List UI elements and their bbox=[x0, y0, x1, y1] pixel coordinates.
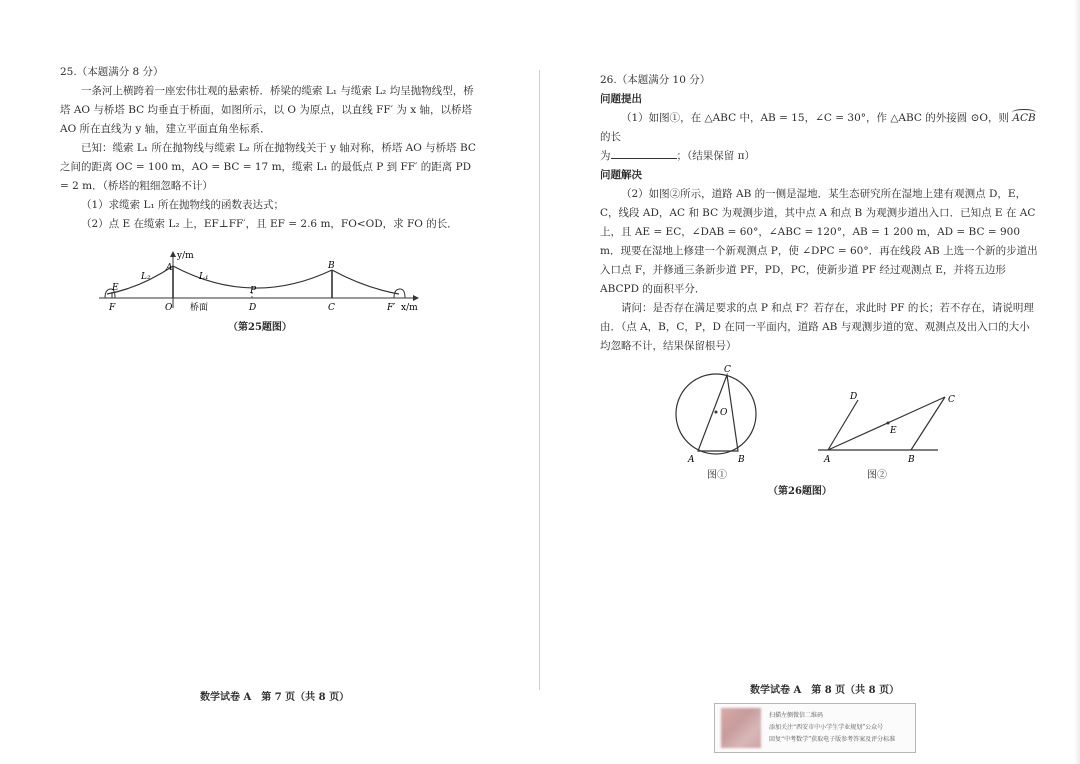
right-page bbox=[540, 0, 1080, 764]
page-8-footer: 数学试卷 A 第 8 页（共 8 页） bbox=[750, 685, 900, 696]
cable-L1 bbox=[173, 266, 332, 288]
qr-line-1: 扫描左侧微信二维码 bbox=[769, 712, 824, 719]
fig2-label-A: A bbox=[824, 455, 831, 465]
question-26-part2: （2）如图②所示，道路 AB 的一侧是湿地．某生态研究所在湿地上建有观测点 D，E，C，线段 AD，AC 和 BC 为观测步道，其中点 A 和点 B 为观测步道出入口．已知点 E 在 AC 上，且 AE = EC，∠DAB = 60°，∠ABC = 120°，AB = 1 200 m，AD = BC = 900 m．现要在湿地上修建一个新观测点 P，使 ∠DPC = 60°．再在线段 AB 上选一个新的步道出入口点 F，并修通三条新步道 PF，PD，PC，使新步道 PF 经过观测点 E，并将五边形 ABCPD 的面积平分． bbox=[600, 188, 1038, 295]
question-25-part2: （2）点 E 在缆索 L₂ 上，EF⊥FF′，且 EF = 2.6 m，FO<OD，求 FO 的长． bbox=[81, 218, 458, 230]
fig2-label-D: D bbox=[850, 392, 858, 402]
label-F: F bbox=[109, 303, 116, 313]
question-26-title: 26.（本题满分 10 分） bbox=[600, 74, 711, 86]
fig2-label-C: C bbox=[948, 395, 955, 405]
figure-1-caption: 图① bbox=[707, 470, 727, 481]
figure-26-1-circle bbox=[670, 362, 764, 466]
section-problem-raise: 问题提出 bbox=[600, 93, 642, 105]
question-26 bbox=[600, 71, 1038, 356]
qr-line-3: 回复“中考数学”获取电子版参考答案及评分标准 bbox=[769, 736, 896, 743]
figure-26-caption: （第26题图） bbox=[768, 486, 832, 497]
fig1-label-B: B bbox=[738, 455, 745, 465]
page-edge bbox=[1074, 0, 1080, 764]
section-problem-solve: 问题解决 bbox=[600, 169, 642, 181]
label-O: O bbox=[165, 303, 173, 313]
question-26-part1 bbox=[600, 109, 1038, 147]
label-P: P bbox=[250, 286, 257, 296]
answer-suffix: ；（结果保留 π） bbox=[676, 150, 755, 162]
label-x-axis: x/m bbox=[401, 303, 418, 313]
arc-ACB bbox=[1012, 112, 1035, 124]
center-O bbox=[715, 411, 718, 414]
label-F-prime: F′ bbox=[387, 303, 396, 313]
qr-code-image[interactable] bbox=[721, 708, 761, 748]
answer-blank[interactable] bbox=[611, 147, 677, 159]
x-axis-arrow bbox=[413, 295, 419, 301]
qr-notice-box bbox=[714, 703, 916, 753]
question-25-intro: 一条河上横跨着一座宏伟壮观的悬索桥．桥梁的缆索 L₁ 与缆索 L₂ 均呈抛物线型，桥塔 AO 与桥塔 BC 均垂直于桥面，如图所示，以 O 为原点，以直线 FF′ 为 x 轴，以桥塔 AO 所在直线为 y 轴，建立平面直角坐标系． bbox=[60, 85, 474, 135]
label-L2: L₂ bbox=[141, 272, 151, 282]
label-deck: 桥面 bbox=[190, 303, 209, 313]
fig2-label-E: E bbox=[890, 426, 897, 436]
question-25-given: 已知：缆索 L₁ 所在抛物线与缆索 L₂ 所在抛物线关于 y 轴对称，桥塔 AO 与桥塔 BC 之间的距离 OC = 100 m，AO = BC = 17 m，缆索 L₁ 的最低点 P 到 FF′ 的距离 PD = 2 m．（桥塔的粗细忽略不计） bbox=[60, 142, 476, 192]
fig2-label-B: B bbox=[908, 455, 915, 465]
qr-line-2: 添加关注“西安市中小学生学业规划”公众号 bbox=[769, 724, 884, 731]
fig1-label-O: O bbox=[720, 408, 728, 418]
figure-25-bridge bbox=[95, 248, 435, 316]
question-26-part1-suffix: 的长 bbox=[600, 131, 621, 143]
qr-notice-text bbox=[769, 710, 895, 746]
question-26-question: 请问：是否存在满足要求的点 P 和点 F？若存在，求此时 PF 的长；若不存在，请说明理由．（点 A，B，C，P，D 在同一平面内，道路 AB 与观测步道的宽、观测点及出入口的大小均忽略不计，结果保留根号） bbox=[600, 302, 1034, 352]
arc-mark bbox=[1012, 109, 1035, 116]
label-A: A bbox=[166, 263, 173, 273]
label-C: C bbox=[328, 303, 335, 313]
label-L1: L₁ bbox=[199, 272, 209, 282]
fig1-label-A: A bbox=[688, 455, 695, 465]
y-axis-arrow bbox=[170, 251, 176, 257]
cable-right bbox=[332, 270, 399, 294]
arc-ACB-label: ACB bbox=[1012, 112, 1036, 124]
question-25-part1: （1）求缆索 L₁ 所在抛物线的函数表达式； bbox=[81, 199, 285, 211]
figure-26-2-wetland bbox=[818, 387, 958, 465]
question-26-part1-answer bbox=[600, 147, 1038, 166]
question-25-title: 25.（本题满分 8 分） bbox=[60, 66, 164, 78]
answer-prefix: 为 bbox=[600, 150, 611, 162]
figure-25-caption: （第25题图） bbox=[228, 322, 292, 333]
question-25 bbox=[60, 63, 480, 234]
label-E: E bbox=[112, 283, 119, 293]
label-B: B bbox=[328, 261, 335, 271]
label-y-axis: y/m bbox=[177, 251, 194, 261]
path-AD bbox=[828, 400, 858, 450]
triangle-ABC bbox=[698, 375, 738, 451]
figure-2-caption: 图② bbox=[867, 470, 887, 481]
fig1-label-C: C bbox=[724, 365, 731, 375]
page-7-footer: 数学试卷 A 第 7 页（共 8 页） bbox=[200, 692, 350, 703]
question-26-part1-text: （1）如图①，在 △ABC 中，AB = 15，∠C = 30°，作 △ABC 的外接圆 ⊙O，则 bbox=[621, 112, 1013, 124]
label-D: D bbox=[249, 303, 257, 313]
circumcircle-O bbox=[676, 374, 756, 454]
point-E bbox=[887, 422, 890, 425]
